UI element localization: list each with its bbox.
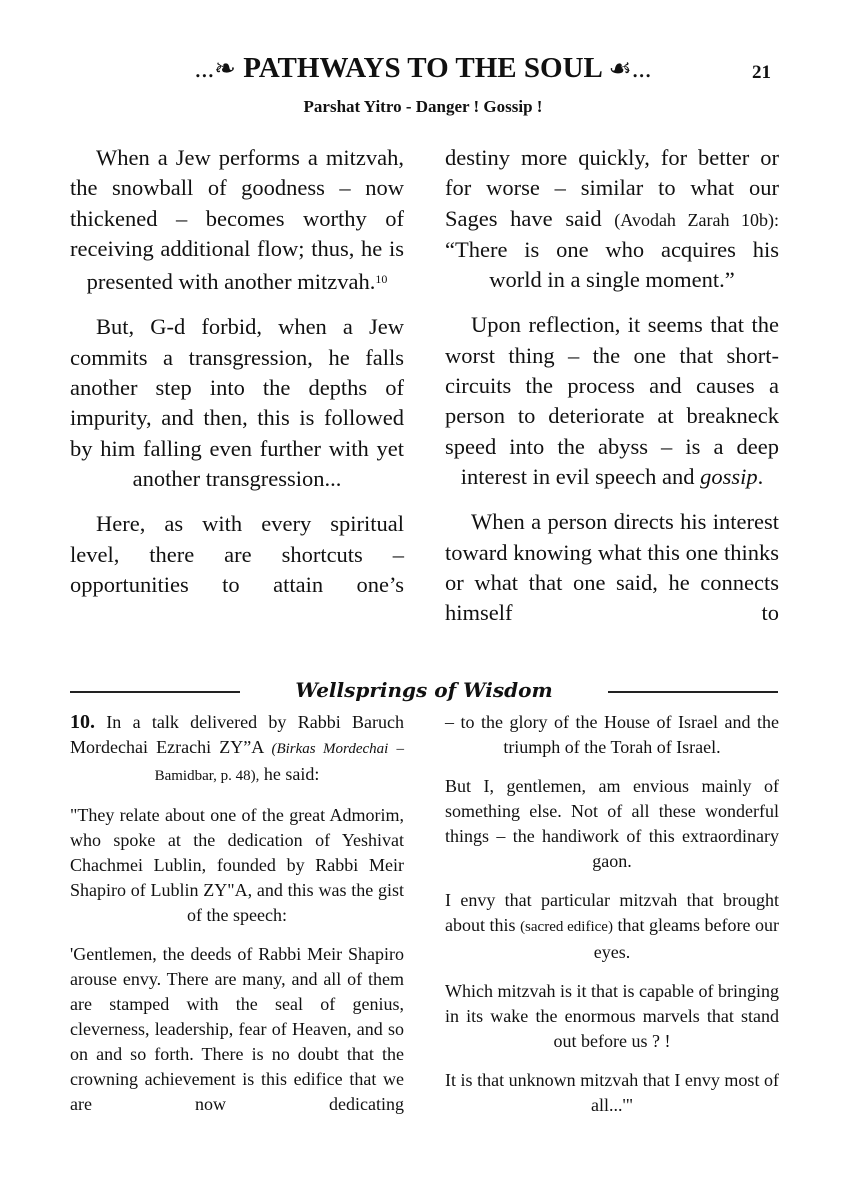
footnote-paragraph: Which mitzvah is it that is capable of bringing in its wake the enormous marvels that stand out before us ? ! bbox=[445, 981, 779, 1051]
divider-title: Wellsprings of Wisdom bbox=[295, 678, 553, 702]
paragraph-text: Upon reflection, it seems that the worst thing – the one that short-circuits the process and causes a person to deteriorate at breakneck speed into the abyss – is a deep interest in evil speech and bbox=[445, 312, 779, 489]
paragraph bbox=[70, 143, 404, 297]
paragraph-text: destiny more quickly, for better or for worse – similar to what our Sages have said bbox=[445, 145, 779, 231]
paragraph: Here, as with every spiritual level, there are shortcuts – opportunities to attain one’s bbox=[70, 511, 404, 597]
quote-text: “There is one who acquires his world in a single moment.” bbox=[445, 236, 779, 293]
page-number: 21 bbox=[752, 62, 771, 83]
left-column bbox=[70, 143, 404, 615]
paragraph-text: When a Jew performs a mitzvah, the snowball of goodness – now thickened – becomes worthy of receiving additional flow; thus, he is presented with another mitzvah. bbox=[70, 145, 404, 295]
parenthetical: (sacred edifice) bbox=[520, 919, 613, 935]
period: . bbox=[757, 463, 764, 489]
footnote-paragraph: "They relate about one of the great Admorim, who spoke at the dedication of Yeshivat Chachmei Lublin, founded by Rabbi Meir Shapiro of Lublin ZY"A, and this was the gist of the speech: bbox=[70, 805, 404, 925]
source-citation: (Avodah Zarah 10b): bbox=[614, 209, 780, 230]
footnote-paragraph: 'Gentlemen, the deeds of Rabbi Meir Shapiro arouse envy. There are many, and all of them are stamped with the seal of genius, cleverness, leadership, fear of Heaven, and so on and so forth. There is no doubt that the crowning achievement is this edifice that we are now dedicating bbox=[70, 944, 404, 1114]
chapter-subtitle: Parshat Yitro - Danger ! Gossip ! bbox=[303, 97, 543, 116]
book-title: PATHWAYS TO THE SOUL bbox=[243, 52, 602, 84]
footnote-ref[interactable]: 10 bbox=[375, 272, 388, 287]
emphasis: gossip bbox=[700, 463, 758, 489]
source-title: (Birkas Mordechai bbox=[271, 741, 389, 757]
footnote-paragraph bbox=[445, 888, 779, 965]
footnote-left-column bbox=[70, 710, 404, 1131]
paragraph: But, G-d forbid, when a Jew commits a transgression, he falls another step into the depths of impurity, and then, this is followed by him falling even further with yet another transgression... bbox=[70, 314, 404, 491]
footnote-text: In a talk delivered by Rabbi Baruch Mordechai Ezrachi ZY”A bbox=[70, 712, 404, 757]
ornament-left: ...❧ bbox=[194, 54, 236, 83]
ornament-right: ☙... bbox=[608, 54, 652, 83]
source-rest: – Bamidbar, p. 48), bbox=[154, 741, 405, 784]
paragraph bbox=[445, 310, 779, 492]
running-header bbox=[0, 52, 846, 85]
footnote-text: he said: bbox=[263, 764, 320, 784]
right-column bbox=[445, 143, 779, 643]
paragraph: When a person directs his interest toward knowing what this one thinks or what that one said, he connects himself to bbox=[445, 509, 779, 626]
footnote-text: I envy that particular mitzvah that brought about this bbox=[445, 890, 779, 935]
footnote-divider bbox=[70, 678, 778, 704]
paragraph bbox=[445, 143, 779, 295]
footnote-text: that gleams before our eyes. bbox=[593, 915, 780, 962]
footnote-right-column bbox=[445, 710, 779, 1132]
footnote-paragraph: But I, gentlemen, am envious mainly of something else. Not of all these wonderful things – the handiwork of this extraordinary gaon. bbox=[445, 776, 779, 871]
footnote-paragraph: It is that unknown mitzvah that I envy most of all...'" bbox=[445, 1070, 779, 1115]
footnote-paragraph bbox=[70, 710, 404, 789]
footnote-number: 10. bbox=[70, 711, 95, 733]
footnote-paragraph: – to the glory of the House of Israel and the triumph of the Torah of Israel. bbox=[445, 712, 779, 757]
